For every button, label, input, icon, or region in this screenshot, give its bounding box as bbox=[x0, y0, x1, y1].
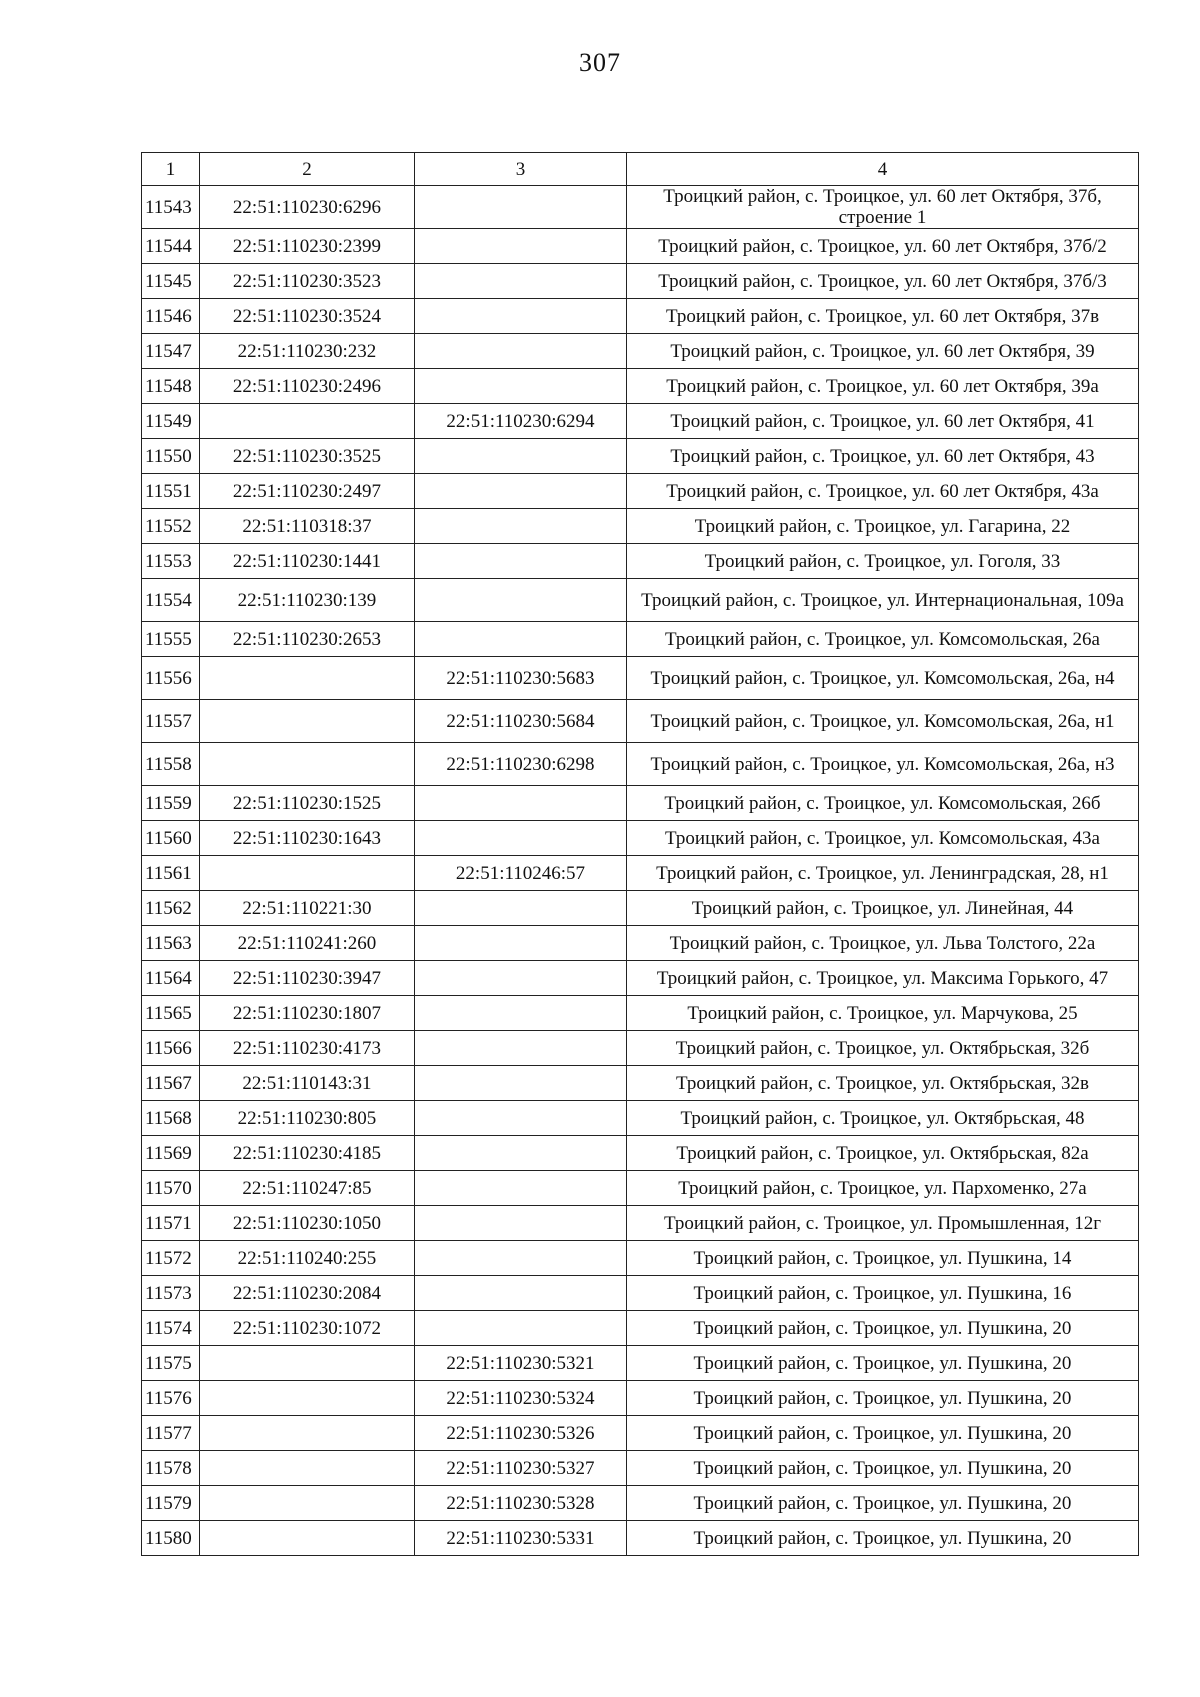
address-cell: Троицкий район, с. Троицкое, ул. Комсомольская, 26а bbox=[627, 622, 1139, 657]
row-number-cell: 11573 bbox=[142, 1276, 200, 1311]
cadastral-number-cell bbox=[200, 743, 415, 786]
cadastral-number-cell bbox=[200, 1346, 415, 1381]
table-row bbox=[142, 961, 1139, 996]
row-number-cell: 11571 bbox=[142, 1206, 200, 1241]
related-cadastral-number-cell bbox=[415, 229, 627, 264]
table-row bbox=[142, 299, 1139, 334]
address-cell: Троицкий район, с. Троицкое, ул. Комсомольская, 26а, н3 bbox=[627, 743, 1139, 786]
related-cadastral-number-cell bbox=[415, 544, 627, 579]
address-cell: Троицкий район, с. Троицкое, ул. Гоголя, 33 bbox=[627, 544, 1139, 579]
related-cadastral-number-cell bbox=[415, 1276, 627, 1311]
cadastral-number-cell: 22:51:110221:30 bbox=[200, 891, 415, 926]
address-cell: Троицкий район, с. Троицкое, ул. Пушкина, 20 bbox=[627, 1346, 1139, 1381]
table-row bbox=[142, 1206, 1139, 1241]
row-number-cell: 11562 bbox=[142, 891, 200, 926]
row-number-cell: 11546 bbox=[142, 299, 200, 334]
cadastral-number-cell bbox=[200, 700, 415, 743]
address-cell: Троицкий район, с. Троицкое, ул. Октябрьская, 82а bbox=[627, 1136, 1139, 1171]
cadastral-number-cell: 22:51:110318:37 bbox=[200, 509, 415, 544]
row-number-cell: 11580 bbox=[142, 1521, 200, 1556]
related-cadastral-number-cell: 22:51:110230:5326 bbox=[415, 1416, 627, 1451]
row-number-cell: 11549 bbox=[142, 404, 200, 439]
address-cell: Троицкий район, с. Троицкое, ул. 60 лет Октября, 43а bbox=[627, 474, 1139, 509]
address-cell: Троицкий район, с. Троицкое, ул. Максима Горького, 47 bbox=[627, 961, 1139, 996]
row-number-cell: 11565 bbox=[142, 996, 200, 1031]
header-col-2: 2 bbox=[200, 153, 415, 186]
cadastral-number-cell: 22:51:110230:139 bbox=[200, 579, 415, 622]
row-number-cell: 11559 bbox=[142, 786, 200, 821]
table-row bbox=[142, 657, 1139, 700]
related-cadastral-number-cell bbox=[415, 1206, 627, 1241]
table-row bbox=[142, 996, 1139, 1031]
row-number-cell: 11572 bbox=[142, 1241, 200, 1276]
cadastral-number-cell: 22:51:110230:4185 bbox=[200, 1136, 415, 1171]
address-cell: Троицкий район, с. Троицкое, ул. 60 лет Октября, 37б/3 bbox=[627, 264, 1139, 299]
related-cadastral-number-cell bbox=[415, 1066, 627, 1101]
cadastral-number-cell bbox=[200, 1486, 415, 1521]
address-cell: Троицкий район, с. Троицкое, ул. Пушкина, 20 bbox=[627, 1451, 1139, 1486]
related-cadastral-number-cell bbox=[415, 369, 627, 404]
address-cell: Троицкий район, с. Троицкое, ул. 60 лет Октября, 37б/2 bbox=[627, 229, 1139, 264]
related-cadastral-number-cell: 22:51:110230:5327 bbox=[415, 1451, 627, 1486]
row-number-cell: 11567 bbox=[142, 1066, 200, 1101]
header-col-4: 4 bbox=[627, 153, 1139, 186]
related-cadastral-number-cell: 22:51:110230:6294 bbox=[415, 404, 627, 439]
related-cadastral-number-cell: 22:51:110230:6298 bbox=[415, 743, 627, 786]
table-row bbox=[142, 186, 1139, 229]
cadastral-number-cell: 22:51:110230:805 bbox=[200, 1101, 415, 1136]
cadastral-number-cell: 22:51:110230:1807 bbox=[200, 996, 415, 1031]
related-cadastral-number-cell: 22:51:110230:5324 bbox=[415, 1381, 627, 1416]
address-cell: Троицкий район, с. Троицкое, ул. 60 лет Октября, 43 bbox=[627, 439, 1139, 474]
table-row bbox=[142, 1171, 1139, 1206]
row-number-cell: 11560 bbox=[142, 821, 200, 856]
table-row bbox=[142, 264, 1139, 299]
address-cell: Троицкий район, с. Троицкое, ул. Пушкина, 16 bbox=[627, 1276, 1139, 1311]
address-cell: Троицкий район, с. Троицкое, ул. Пархоменко, 27а bbox=[627, 1171, 1139, 1206]
table-row bbox=[142, 1451, 1139, 1486]
table-row bbox=[142, 743, 1139, 786]
row-number-cell: 11569 bbox=[142, 1136, 200, 1171]
registry-table bbox=[141, 152, 1139, 1556]
address-cell: Троицкий район, с. Троицкое, ул. Гагарина, 22 bbox=[627, 509, 1139, 544]
table-row bbox=[142, 509, 1139, 544]
row-number-cell: 11579 bbox=[142, 1486, 200, 1521]
table-row bbox=[142, 1346, 1139, 1381]
cadastral-number-cell: 22:51:110230:1643 bbox=[200, 821, 415, 856]
related-cadastral-number-cell bbox=[415, 1136, 627, 1171]
related-cadastral-number-cell bbox=[415, 186, 627, 229]
row-number-cell: 11566 bbox=[142, 1031, 200, 1066]
table-row bbox=[142, 1136, 1139, 1171]
table-row bbox=[142, 544, 1139, 579]
address-cell: Троицкий район, с. Троицкое, ул. Марчукова, 25 bbox=[627, 996, 1139, 1031]
cadastral-number-cell: 22:51:110230:2399 bbox=[200, 229, 415, 264]
table-row bbox=[142, 229, 1139, 264]
cadastral-number-cell: 22:51:110230:3523 bbox=[200, 264, 415, 299]
table-body bbox=[142, 186, 1139, 1556]
cadastral-number-cell: 22:51:110230:1525 bbox=[200, 786, 415, 821]
related-cadastral-number-cell bbox=[415, 622, 627, 657]
row-number-cell: 11561 bbox=[142, 856, 200, 891]
address-cell: Троицкий район, с. Троицкое, ул. Пушкина, 14 bbox=[627, 1241, 1139, 1276]
cadastral-number-cell: 22:51:110230:2653 bbox=[200, 622, 415, 657]
cadastral-number-cell: 22:51:110247:85 bbox=[200, 1171, 415, 1206]
row-number-cell: 11557 bbox=[142, 700, 200, 743]
related-cadastral-number-cell bbox=[415, 1101, 627, 1136]
row-number-cell: 11556 bbox=[142, 657, 200, 700]
table-row bbox=[142, 1486, 1139, 1521]
cadastral-number-cell: 22:51:110230:4173 bbox=[200, 1031, 415, 1066]
row-number-cell: 11544 bbox=[142, 229, 200, 264]
related-cadastral-number-cell bbox=[415, 1171, 627, 1206]
table-row bbox=[142, 474, 1139, 509]
address-cell: Троицкий район, с. Троицкое, ул. 60 лет Октября, 37в bbox=[627, 299, 1139, 334]
table-header bbox=[142, 153, 1139, 186]
address-cell: Троицкий район, с. Троицкое, ул. Комсомольская, 26а, н1 bbox=[627, 700, 1139, 743]
table-row bbox=[142, 1416, 1139, 1451]
cadastral-number-cell: 22:51:110230:1441 bbox=[200, 544, 415, 579]
cadastral-number-cell bbox=[200, 657, 415, 700]
table-row bbox=[142, 1521, 1139, 1556]
related-cadastral-number-cell bbox=[415, 821, 627, 856]
header-col-3: 3 bbox=[415, 153, 627, 186]
table-row bbox=[142, 856, 1139, 891]
related-cadastral-number-cell bbox=[415, 996, 627, 1031]
row-number-cell: 11558 bbox=[142, 743, 200, 786]
cadastral-number-cell: 22:51:110230:3524 bbox=[200, 299, 415, 334]
address-cell: Троицкий район, с. Троицкое, ул. Октябрьская, 32б bbox=[627, 1031, 1139, 1066]
cadastral-number-cell: 22:51:110230:2497 bbox=[200, 474, 415, 509]
address-cell: Троицкий район, с. Троицкое, ул. Линейная, 44 bbox=[627, 891, 1139, 926]
address-cell: Троицкий район, с. Троицкое, ул. Комсомольская, 26б bbox=[627, 786, 1139, 821]
table-row bbox=[142, 1031, 1139, 1066]
table-row bbox=[142, 926, 1139, 961]
address-cell: Троицкий район, с. Троицкое, ул. Промышленная, 12г bbox=[627, 1206, 1139, 1241]
address-cell: Троицкий район, с. Троицкое, ул. Октябрьская, 48 bbox=[627, 1101, 1139, 1136]
row-number-cell: 11543 bbox=[142, 186, 200, 229]
table-row bbox=[142, 1101, 1139, 1136]
related-cadastral-number-cell bbox=[415, 439, 627, 474]
address-cell: Троицкий район, с. Троицкое, ул. Пушкина, 20 bbox=[627, 1521, 1139, 1556]
row-number-cell: 11570 bbox=[142, 1171, 200, 1206]
row-number-cell: 11548 bbox=[142, 369, 200, 404]
row-number-cell: 11552 bbox=[142, 509, 200, 544]
related-cadastral-number-cell bbox=[415, 926, 627, 961]
row-number-cell: 11568 bbox=[142, 1101, 200, 1136]
related-cadastral-number-cell bbox=[415, 1241, 627, 1276]
cadastral-number-cell: 22:51:110230:3947 bbox=[200, 961, 415, 996]
address-cell: Троицкий район, с. Троицкое, ул. Пушкина, 20 bbox=[627, 1416, 1139, 1451]
address-cell: Троицкий район, с. Троицкое, ул. 60 лет Октября, 37б, строение 1 bbox=[627, 186, 1139, 229]
row-number-cell: 11550 bbox=[142, 439, 200, 474]
table-row bbox=[142, 334, 1139, 369]
related-cadastral-number-cell bbox=[415, 1031, 627, 1066]
row-number-cell: 11551 bbox=[142, 474, 200, 509]
table-row bbox=[142, 1276, 1139, 1311]
cadastral-number-cell bbox=[200, 1521, 415, 1556]
cadastral-number-cell: 22:51:110230:1072 bbox=[200, 1311, 415, 1346]
related-cadastral-number-cell bbox=[415, 299, 627, 334]
row-number-cell: 11576 bbox=[142, 1381, 200, 1416]
cadastral-number-cell bbox=[200, 1381, 415, 1416]
header-row bbox=[142, 153, 1139, 186]
row-number-cell: 11553 bbox=[142, 544, 200, 579]
cadastral-number-cell: 22:51:110143:31 bbox=[200, 1066, 415, 1101]
cadastral-number-cell: 22:51:110230:232 bbox=[200, 334, 415, 369]
cadastral-number-cell: 22:51:110230:2084 bbox=[200, 1276, 415, 1311]
address-cell: Троицкий район, с. Троицкое, ул. Ленинградская, 28, н1 bbox=[627, 856, 1139, 891]
related-cadastral-number-cell: 22:51:110230:5331 bbox=[415, 1521, 627, 1556]
cadastral-number-cell: 22:51:110240:255 bbox=[200, 1241, 415, 1276]
row-number-cell: 11563 bbox=[142, 926, 200, 961]
related-cadastral-number-cell bbox=[415, 474, 627, 509]
table-row bbox=[142, 786, 1139, 821]
address-cell: Троицкий район, с. Троицкое, ул. Комсомольская, 26а, н4 bbox=[627, 657, 1139, 700]
row-number-cell: 11578 bbox=[142, 1451, 200, 1486]
table-row bbox=[142, 579, 1139, 622]
cadastral-number-cell bbox=[200, 404, 415, 439]
cadastral-number-cell bbox=[200, 856, 415, 891]
table-row bbox=[142, 700, 1139, 743]
related-cadastral-number-cell: 22:51:110246:57 bbox=[415, 856, 627, 891]
table-row bbox=[142, 369, 1139, 404]
table-row bbox=[142, 821, 1139, 856]
related-cadastral-number-cell: 22:51:110230:5683 bbox=[415, 657, 627, 700]
related-cadastral-number-cell bbox=[415, 961, 627, 996]
row-number-cell: 11545 bbox=[142, 264, 200, 299]
cadastral-number-cell bbox=[200, 1416, 415, 1451]
address-cell: Троицкий район, с. Троицкое, ул. Пушкина, 20 bbox=[627, 1381, 1139, 1416]
row-number-cell: 11577 bbox=[142, 1416, 200, 1451]
address-cell: Троицкий район, с. Троицкое, ул. Октябрьская, 32в bbox=[627, 1066, 1139, 1101]
row-number-cell: 11564 bbox=[142, 961, 200, 996]
related-cadastral-number-cell: 22:51:110230:5321 bbox=[415, 1346, 627, 1381]
related-cadastral-number-cell: 22:51:110230:5328 bbox=[415, 1486, 627, 1521]
cadastral-number-cell: 22:51:110241:260 bbox=[200, 926, 415, 961]
row-number-cell: 11554 bbox=[142, 579, 200, 622]
table-row bbox=[142, 622, 1139, 657]
cadastral-number-cell: 22:51:110230:1050 bbox=[200, 1206, 415, 1241]
cadastral-number-cell: 22:51:110230:2496 bbox=[200, 369, 415, 404]
related-cadastral-number-cell bbox=[415, 264, 627, 299]
related-cadastral-number-cell: 22:51:110230:5684 bbox=[415, 700, 627, 743]
address-cell: Троицкий район, с. Троицкое, ул. 60 лет Октября, 39а bbox=[627, 369, 1139, 404]
header-col-1: 1 bbox=[142, 153, 200, 186]
table-row bbox=[142, 1381, 1139, 1416]
table-row bbox=[142, 891, 1139, 926]
address-cell: Троицкий район, с. Троицкое, ул. Пушкина, 20 bbox=[627, 1486, 1139, 1521]
related-cadastral-number-cell bbox=[415, 334, 627, 369]
table-row bbox=[142, 1241, 1139, 1276]
related-cadastral-number-cell bbox=[415, 891, 627, 926]
table-row bbox=[142, 1066, 1139, 1101]
address-cell: Троицкий район, с. Троицкое, ул. Интернациональная, 109а bbox=[627, 579, 1139, 622]
related-cadastral-number-cell bbox=[415, 579, 627, 622]
address-cell: Троицкий район, с. Троицкое, ул. Льва Толстого, 22а bbox=[627, 926, 1139, 961]
table-row bbox=[142, 404, 1139, 439]
address-cell: Троицкий район, с. Троицкое, ул. Комсомольская, 43а bbox=[627, 821, 1139, 856]
cadastral-number-cell bbox=[200, 1451, 415, 1486]
row-number-cell: 11574 bbox=[142, 1311, 200, 1346]
table-row bbox=[142, 439, 1139, 474]
row-number-cell: 11547 bbox=[142, 334, 200, 369]
address-cell: Троицкий район, с. Троицкое, ул. 60 лет Октября, 39 bbox=[627, 334, 1139, 369]
cadastral-number-cell: 22:51:110230:6296 bbox=[200, 186, 415, 229]
address-cell: Троицкий район, с. Троицкое, ул. Пушкина, 20 bbox=[627, 1311, 1139, 1346]
related-cadastral-number-cell bbox=[415, 1311, 627, 1346]
related-cadastral-number-cell bbox=[415, 509, 627, 544]
cadastral-number-cell: 22:51:110230:3525 bbox=[200, 439, 415, 474]
page-number: 307 bbox=[579, 48, 621, 77]
related-cadastral-number-cell bbox=[415, 786, 627, 821]
table-row bbox=[142, 1311, 1139, 1346]
address-cell: Троицкий район, с. Троицкое, ул. 60 лет Октября, 41 bbox=[627, 404, 1139, 439]
row-number-cell: 11555 bbox=[142, 622, 200, 657]
row-number-cell: 11575 bbox=[142, 1346, 200, 1381]
